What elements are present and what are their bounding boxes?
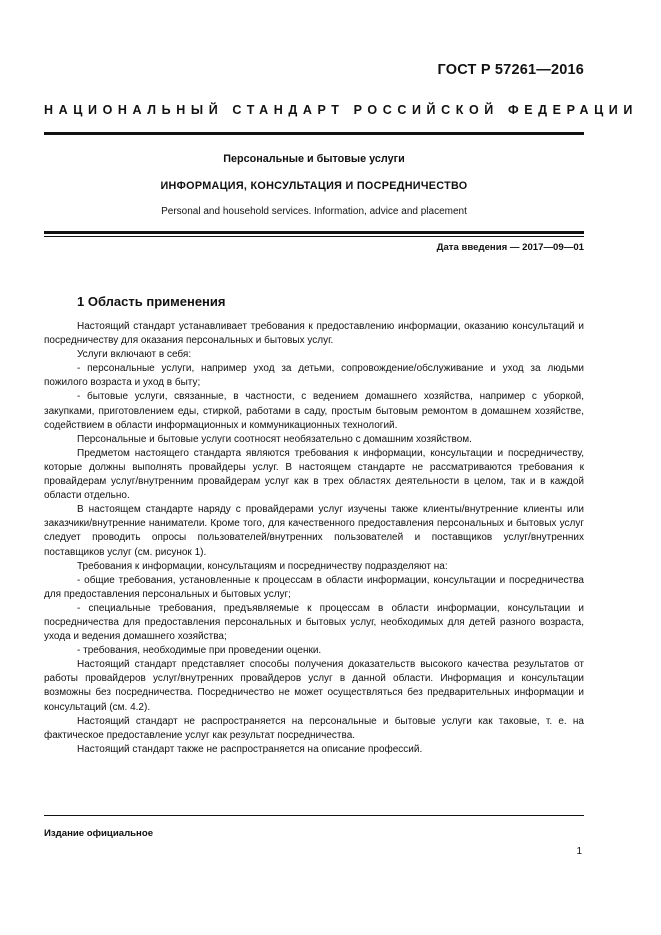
list-item: - бытовые услуги, связанные, в частности, с ведением домашнего хозяйства, например с уборкой, закупками, приготовлением еды, стиркой, работами в саду, простым бытовым ремонтом в домашнем хозяйстве, содействием в области информационных и коммуникационных технологий. <box>44 391 584 431</box>
title-divider-thick <box>44 231 584 234</box>
list-item: - специальные требования, предъявляемые к процессам в области информации, консультации и посредничества для предоставления персональных и бытовых услуг, необходимых для детей разного возраста, ухода и ведения домашнего хозяйства; <box>44 602 584 643</box>
section-heading: 1 Область применения <box>77 294 226 309</box>
section-body <box>44 320 584 757</box>
title-category: Персональные и бытовые услуги <box>223 153 405 165</box>
paragraph: Настоящий стандарт не распространяется на персональные и бытовые услуги как таковые, т. е. на фактическое предоставление услуг как результат посредничества. <box>44 715 584 741</box>
footer-divider <box>44 815 584 816</box>
official-edition-label: Издание официальное <box>44 828 154 839</box>
paragraph: Настоящий стандарт устанавливает требования к предоставлению информации, оказанию консультаций и посредничеству для оказания персональных и бытовых услуг. <box>44 321 584 347</box>
paragraph: В настоящем стандарте наряду с провайдерами услуг изучены также клиенты/внутренние клиенты или заказчики/внутренние наниматели. Кроме того, для качественного предоставления персональных и бытовых услуг следует проводить опросы пользователей/внутренних пользователей и поставщиков услуг/внутренних поставщиков услуг (см. рисунок 1). <box>44 504 584 558</box>
standard-code: ГОСТ Р 57261—2016 <box>437 62 584 78</box>
paragraph: Требования к информации, консультациям и посредничеству подразделяют на: <box>77 560 448 572</box>
paragraph: Настоящий стандарт представляет способы получения доказательств высокого качества результатов от работы провайдеров услуг/внутренних провайдеров услуг в данной области. Информация и консультации возможны без посредничества. Посредничество не может осуществляться без предварительных информации и консультаций (см. 4.2). <box>44 659 584 713</box>
top-divider <box>44 132 584 135</box>
list-item: - персональные услуги, например уход за детьми, сопровождение/обслуживание и уход за людьми пожилого возраста и уход в быту; <box>44 363 584 389</box>
paragraph: Настоящий стандарт также не распространяется на описание профессий. <box>77 743 423 755</box>
paragraph: Предметом настоящего стандарта являются требования к информации, консультации и посредничеству, которые должны выполнять провайдеры услуг. В настоящем стандарте не рассматриваются требования к провайдерам услуг/внутренним провайдерам услуг как в трех областях деятельности в целом, так и в каждой области отдельно. <box>44 447 584 502</box>
english-title: Personal and household services. Information, advice and placement <box>161 206 467 217</box>
paragraph: Услуги включают в себя: <box>77 349 192 361</box>
page-number: 1 <box>576 846 582 857</box>
list-item: - требования, необходимые при проведении оценки. <box>77 645 322 657</box>
national-standard-heading: НАЦИОНАЛЬНЫЙ СТАНДАРТ РОССИЙСКОЙ ФЕДЕРАЦИИ <box>44 103 638 117</box>
introduction-date: Дата введения — 2017—09—01 <box>436 242 584 253</box>
title-divider-thin <box>44 236 584 237</box>
paragraph: Персональные и бытовые услуги соотносят необязательно с домашним хозяйством. <box>77 433 472 445</box>
list-item: - общие требования, установленные к процессам в области информации, консультации и посредничества для предоставления персональных и бытовых услуг; <box>44 574 584 600</box>
document-title: ИНФОРМАЦИЯ, КОНСУЛЬТАЦИЯ И ПОСРЕДНИЧЕСТВО <box>160 180 468 192</box>
